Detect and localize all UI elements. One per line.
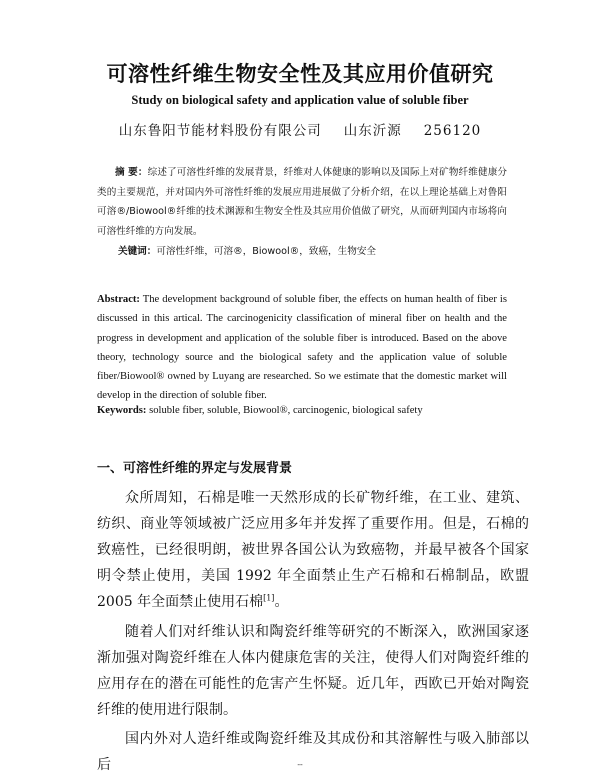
paper-title-cn: 可溶性纤维生物安全性及其应用价值研究 xyxy=(106,62,494,86)
keywords-cn-label: 关键词： xyxy=(118,246,157,257)
body-paragraph: 国内外对人造纤维或陶瓷纤维及其成份和其溶解性与吸入肺部以后 xyxy=(97,731,529,773)
abstract-en-text: The development background of soluble fiber, the effects on human health of fiber is discussed in this artical. The carcinogenicity classification of mineral fiber on health and the progress in development and application of the soluble fiber is introduced. Based on the above theory, technology source and the biological safety and the application value of soluble fiber/Biowool® owned by Luyang are researched. So we estimate that the domestic market will develop in the direction of soluble fiber. xyxy=(97,294,507,402)
abstract-en-label: Abstract: xyxy=(97,294,140,305)
keywords-cn xyxy=(118,243,518,257)
abstract-cn xyxy=(97,163,507,241)
body-paragraph: 随着人们对纤维认识和陶瓷纤维等研究的不断深入，欧洲国家逐渐加强对陶瓷纤维在人体内健康危害的关注，使得人们对陶瓷纤维的应用存在的潜在可能性的危害产生怀疑。近几年，西欧已开始对陶瓷纤维的使用进行限制。 xyxy=(97,624,529,718)
affiliation-company: 山东鲁阳节能材料股份有限公司 xyxy=(118,123,322,139)
affiliation xyxy=(0,119,600,139)
affiliation-postcode: 256120 xyxy=(423,123,482,139)
keywords-en-label: Keywords: xyxy=(97,405,147,416)
keywords-en-text: soluble fiber, soluble, Biowool®, carcinogenic, biological safety xyxy=(149,405,423,416)
abstract-cn-text: 综述了可溶性纤维的发展背景，纤维对人体健康的影响以及国际上对矿物纤维健康分类的主要规范，并对国内外可溶性纤维的发展应用进展做了分析介绍，在以上理论基础上对鲁阳可溶®/Biowool®纤维的技术渊源和生物安全性及其应用价值做了研究，从而研判国内市场将向可溶性纤维的方向发展。 xyxy=(97,167,508,237)
citation-ref: [1] xyxy=(263,593,275,603)
abstract-cn-label: 摘 要： xyxy=(115,167,148,178)
keywords-en xyxy=(97,405,507,416)
paragraph-end: 。 xyxy=(274,594,289,610)
affiliation-location: 山东沂源 xyxy=(343,123,402,139)
abstract-en xyxy=(97,290,507,406)
paper-title-en: Study on biological safety and application value of soluble fiber xyxy=(131,93,469,107)
page-number: -- xyxy=(297,760,303,769)
keywords-cn-text: 可溶性纤维，可溶®，Biowool®，致癌，生物安全 xyxy=(156,246,377,257)
body-paragraph xyxy=(97,485,529,615)
section-heading: 一、可溶性纤维的界定与发展背景 xyxy=(97,461,293,476)
paragraph-text: 众所周知，石棉是唯一天然形成的长矿物纤维，在工业、建筑、纺织、商业等领域被广泛应用多年并发挥了重要作用。但是，石棉的致癌性，已经很明朗，被世界各国公认为致癌物，并最早被各个国家明令禁止使用，美国 1992 年全面禁止生产石棉和石棉制品，欧盟 2005 年全面禁止使用石棉 xyxy=(97,490,529,610)
